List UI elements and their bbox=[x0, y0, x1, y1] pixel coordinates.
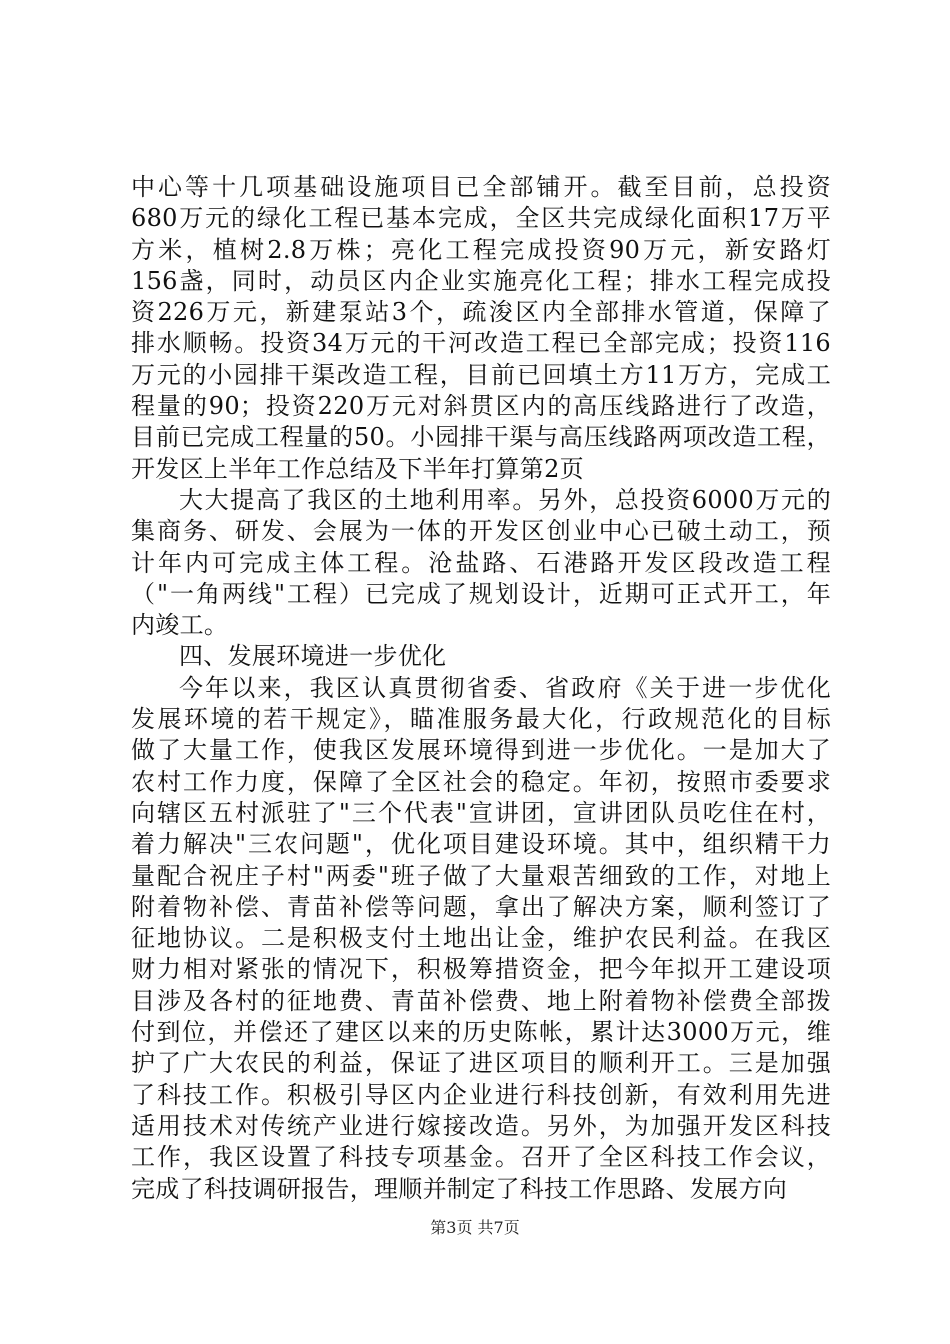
paragraph bbox=[131, 641, 831, 672]
text-line: 中心等十几项基础设施项目已全部铺开。截至目前，总投资 bbox=[131, 173, 831, 201]
text-line: 做了大量工作，使我区发展环境得到进一步优化。一是加大了 bbox=[131, 736, 831, 765]
text-line: 开发区上半年工作总结及下半年打算第2页 bbox=[131, 454, 584, 483]
text-line: 今年以来，我区认真贯彻省委、省政府《关于进一步优化 bbox=[179, 673, 831, 702]
paragraph bbox=[131, 673, 831, 1205]
text-line: 适用技术对传统产业进行嫁接改造。另外，为加强开发区科技 bbox=[131, 1111, 831, 1140]
text-line: 大大提高了我区的土地利用率。另外，总投资6000万元的 bbox=[179, 485, 831, 514]
text-line: 万元的小园排干渠改造工程，目前已回填土方11万方，完成工 bbox=[131, 360, 831, 389]
document-body bbox=[131, 172, 831, 1205]
text-line: （"一角两线"工程）已完成了规划设计，近期可正式开工，年 bbox=[131, 579, 831, 608]
text-line: 付到位，并偿还了建区以来的历史陈帐，累计达3000万元，维 bbox=[131, 1018, 831, 1047]
text-line: 156盏，同时，动员区内企业实施亮化工程；排水工程完成投 bbox=[131, 266, 831, 295]
text-line: 四、发展环境进一步优化 bbox=[179, 642, 447, 671]
page-footer: 第3页 共7页 bbox=[430, 1218, 520, 1237]
text-line: 了科技工作。积极引导区内企业进行科技创新，有效利用先进 bbox=[131, 1080, 831, 1109]
text-line: 护了广大农民的利益，保证了进区项目的顺利开工。三是加强 bbox=[131, 1049, 831, 1078]
text-line: 目涉及各村的征地费、青苗补偿费、地上附着物补偿费全部拨 bbox=[131, 986, 831, 1015]
paragraph bbox=[131, 485, 831, 641]
text-line: 发展环境的若干规定》，瞄准服务最大化，行政规范化的目标 bbox=[131, 705, 831, 734]
text-line: 工作，我区设置了科技专项基金。召开了全区科技工作会议， bbox=[131, 1143, 831, 1172]
text-line: 农村工作力度，保障了全区社会的稳定。年初，按照市委要求 bbox=[131, 767, 831, 796]
text-line: 目前已完成工程量的50。小园排干渠与高压线路两项改造工程， bbox=[131, 423, 831, 452]
text-line: 计年内可完成主体工程。沧盐路、石港路开发区段改造工程 bbox=[131, 548, 831, 577]
text-line: 完成了科技调研报告，理顺并制定了科技工作思路、发展方向 bbox=[131, 1174, 788, 1203]
text-line: 排水顺畅。投资34万元的干河改造工程已全部完成；投资116 bbox=[131, 329, 831, 358]
text-line: 附着物补偿、青苗补偿等问题，拿出了解决方案，顺利签订了 bbox=[131, 892, 831, 921]
text-line: 财力相对紧张的情况下，积极筹措资金，把今年拟开工建设项 bbox=[131, 955, 831, 984]
text-line: 着力解决"三农问题"，优化项目建设环境。其中，组织精干力 bbox=[131, 830, 831, 859]
text-line: 方米，植树2.8万株；亮化工程完成投资90万元，新安路灯 bbox=[131, 235, 831, 264]
paragraph bbox=[131, 172, 831, 485]
text-line: 量配合祝庄子村"两委"班子做了大量艰苦细致的工作，对地上 bbox=[131, 861, 831, 890]
text-line: 集商务、研发、会展为一体的开发区创业中心已破土动工，预 bbox=[131, 517, 831, 546]
text-line: 征地协议。二是积极支付土地出让金，维护农民利益。在我区 bbox=[131, 924, 831, 953]
text-line: 内竣工。 bbox=[131, 611, 229, 640]
text-line: 向辖区五村派驻了"三个代表"宣讲团，宣讲团队员吃住在村， bbox=[131, 798, 831, 827]
text-line: 程量的90；投资220万元对斜贯区内的高压线路进行了改造， bbox=[131, 392, 831, 421]
text-line: 680万元的绿化工程已基本完成，全区共完成绿化面积17万平 bbox=[131, 204, 831, 233]
text-line: 资226万元，新建泵站3个，疏浚区内全部排水管道，保障了 bbox=[131, 298, 831, 327]
